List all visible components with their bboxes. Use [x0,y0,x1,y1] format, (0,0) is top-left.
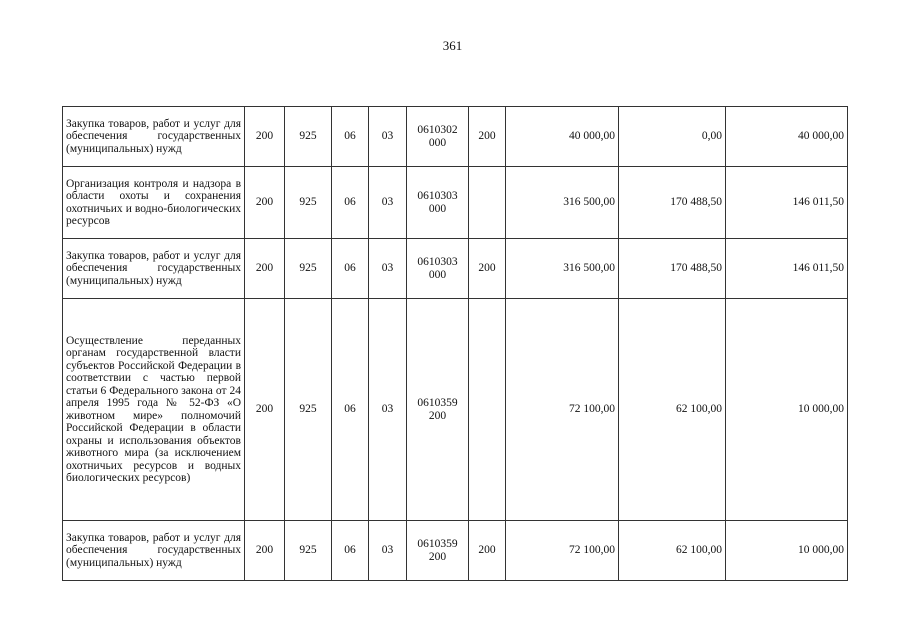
expense-type-cell: 200 [469,107,506,167]
planned-amount-cell: 316 500,00 [506,167,619,239]
row-description: Организация контроля и надзора в области охоты и сохранения охотничьих и водно-биологических ресурсов [63,167,245,239]
remaining-amount-cell: 10 000,00 [726,521,848,581]
subsection-cell: 03 [369,521,407,581]
page-number: 361 [442,38,463,53]
remaining-amount-cell: 40 000,00 [726,107,848,167]
planned-amount-cell: 316 500,00 [506,239,619,299]
target-article-line2: 000 [428,136,447,149]
ministry-code-cell: 925 [285,239,332,299]
target-article-line1: 0610302 [417,124,458,136]
planned-amount-cell: 72 100,00 [506,521,619,581]
target-article-line1: 0610303 [417,190,458,202]
target-article-line1: 0610359 [417,538,458,550]
target-article-line2: 200 [428,409,447,422]
target-article-cell [407,107,469,167]
ministry-code-cell: 925 [285,299,332,521]
table-row [63,521,848,581]
expense-type-cell [469,299,506,521]
target-article-line2: 200 [428,550,447,563]
code-cell: 200 [245,239,285,299]
target-article-line1: 0610303 [417,256,458,268]
executed-amount-cell: 62 100,00 [619,299,726,521]
table-row [63,107,848,167]
subsection-cell: 03 [369,107,407,167]
row-description: Закупка товаров, работ и услуг для обеспечения государственных (муниципальных) нужд [63,521,245,581]
subsection-cell: 03 [369,239,407,299]
executed-amount-cell: 170 488,50 [619,239,726,299]
target-article-cell [407,167,469,239]
row-description: Закупка товаров, работ и услуг для обеспечения государственных (муниципальных) нужд [63,107,245,167]
ministry-code-cell: 925 [285,167,332,239]
executed-amount-cell: 170 488,50 [619,167,726,239]
section-cell: 06 [332,239,369,299]
target-article-line1: 0610359 [417,397,458,409]
expense-type-cell: 200 [469,239,506,299]
subsection-cell: 03 [369,167,407,239]
remaining-amount-cell: 146 011,50 [726,239,848,299]
section-cell: 06 [332,521,369,581]
expense-type-cell [469,167,506,239]
planned-amount-cell: 72 100,00 [506,299,619,521]
code-cell: 200 [245,521,285,581]
subsection-cell: 03 [369,299,407,521]
ministry-code-cell: 925 [285,107,332,167]
expense-type-cell: 200 [469,521,506,581]
section-cell: 06 [332,167,369,239]
budget-table [62,106,848,581]
remaining-amount-cell: 10 000,00 [726,299,848,521]
row-description: Осуществление переданных органам государственной власти субъектов Российской Федерации в соответствии с частью первой статьи 6 Федерального закона от 24 апреля 1995 года № 52-ФЗ «О животном мире» полномочий Российской Федерации в области охраны и использования объектов животного мира (за исключением охотничьих ресурсов и водных биологических ресурсов) [63,299,245,521]
code-cell: 200 [245,107,285,167]
row-description: Закупка товаров, работ и услуг для обеспечения государственных (муниципальных) нужд [63,239,245,299]
table-row [63,239,848,299]
target-article-line2: 000 [428,268,447,281]
planned-amount-cell: 40 000,00 [506,107,619,167]
target-article-line2: 000 [428,202,447,215]
code-cell: 200 [245,299,285,521]
target-article-cell [407,239,469,299]
executed-amount-cell: 0,00 [619,107,726,167]
table-row [63,299,848,521]
executed-amount-cell: 62 100,00 [619,521,726,581]
target-article-cell [407,299,469,521]
remaining-amount-cell: 146 011,50 [726,167,848,239]
code-cell: 200 [245,167,285,239]
ministry-code-cell: 925 [285,521,332,581]
target-article-cell [407,521,469,581]
section-cell: 06 [332,299,369,521]
section-cell: 06 [332,107,369,167]
table-row [63,167,848,239]
